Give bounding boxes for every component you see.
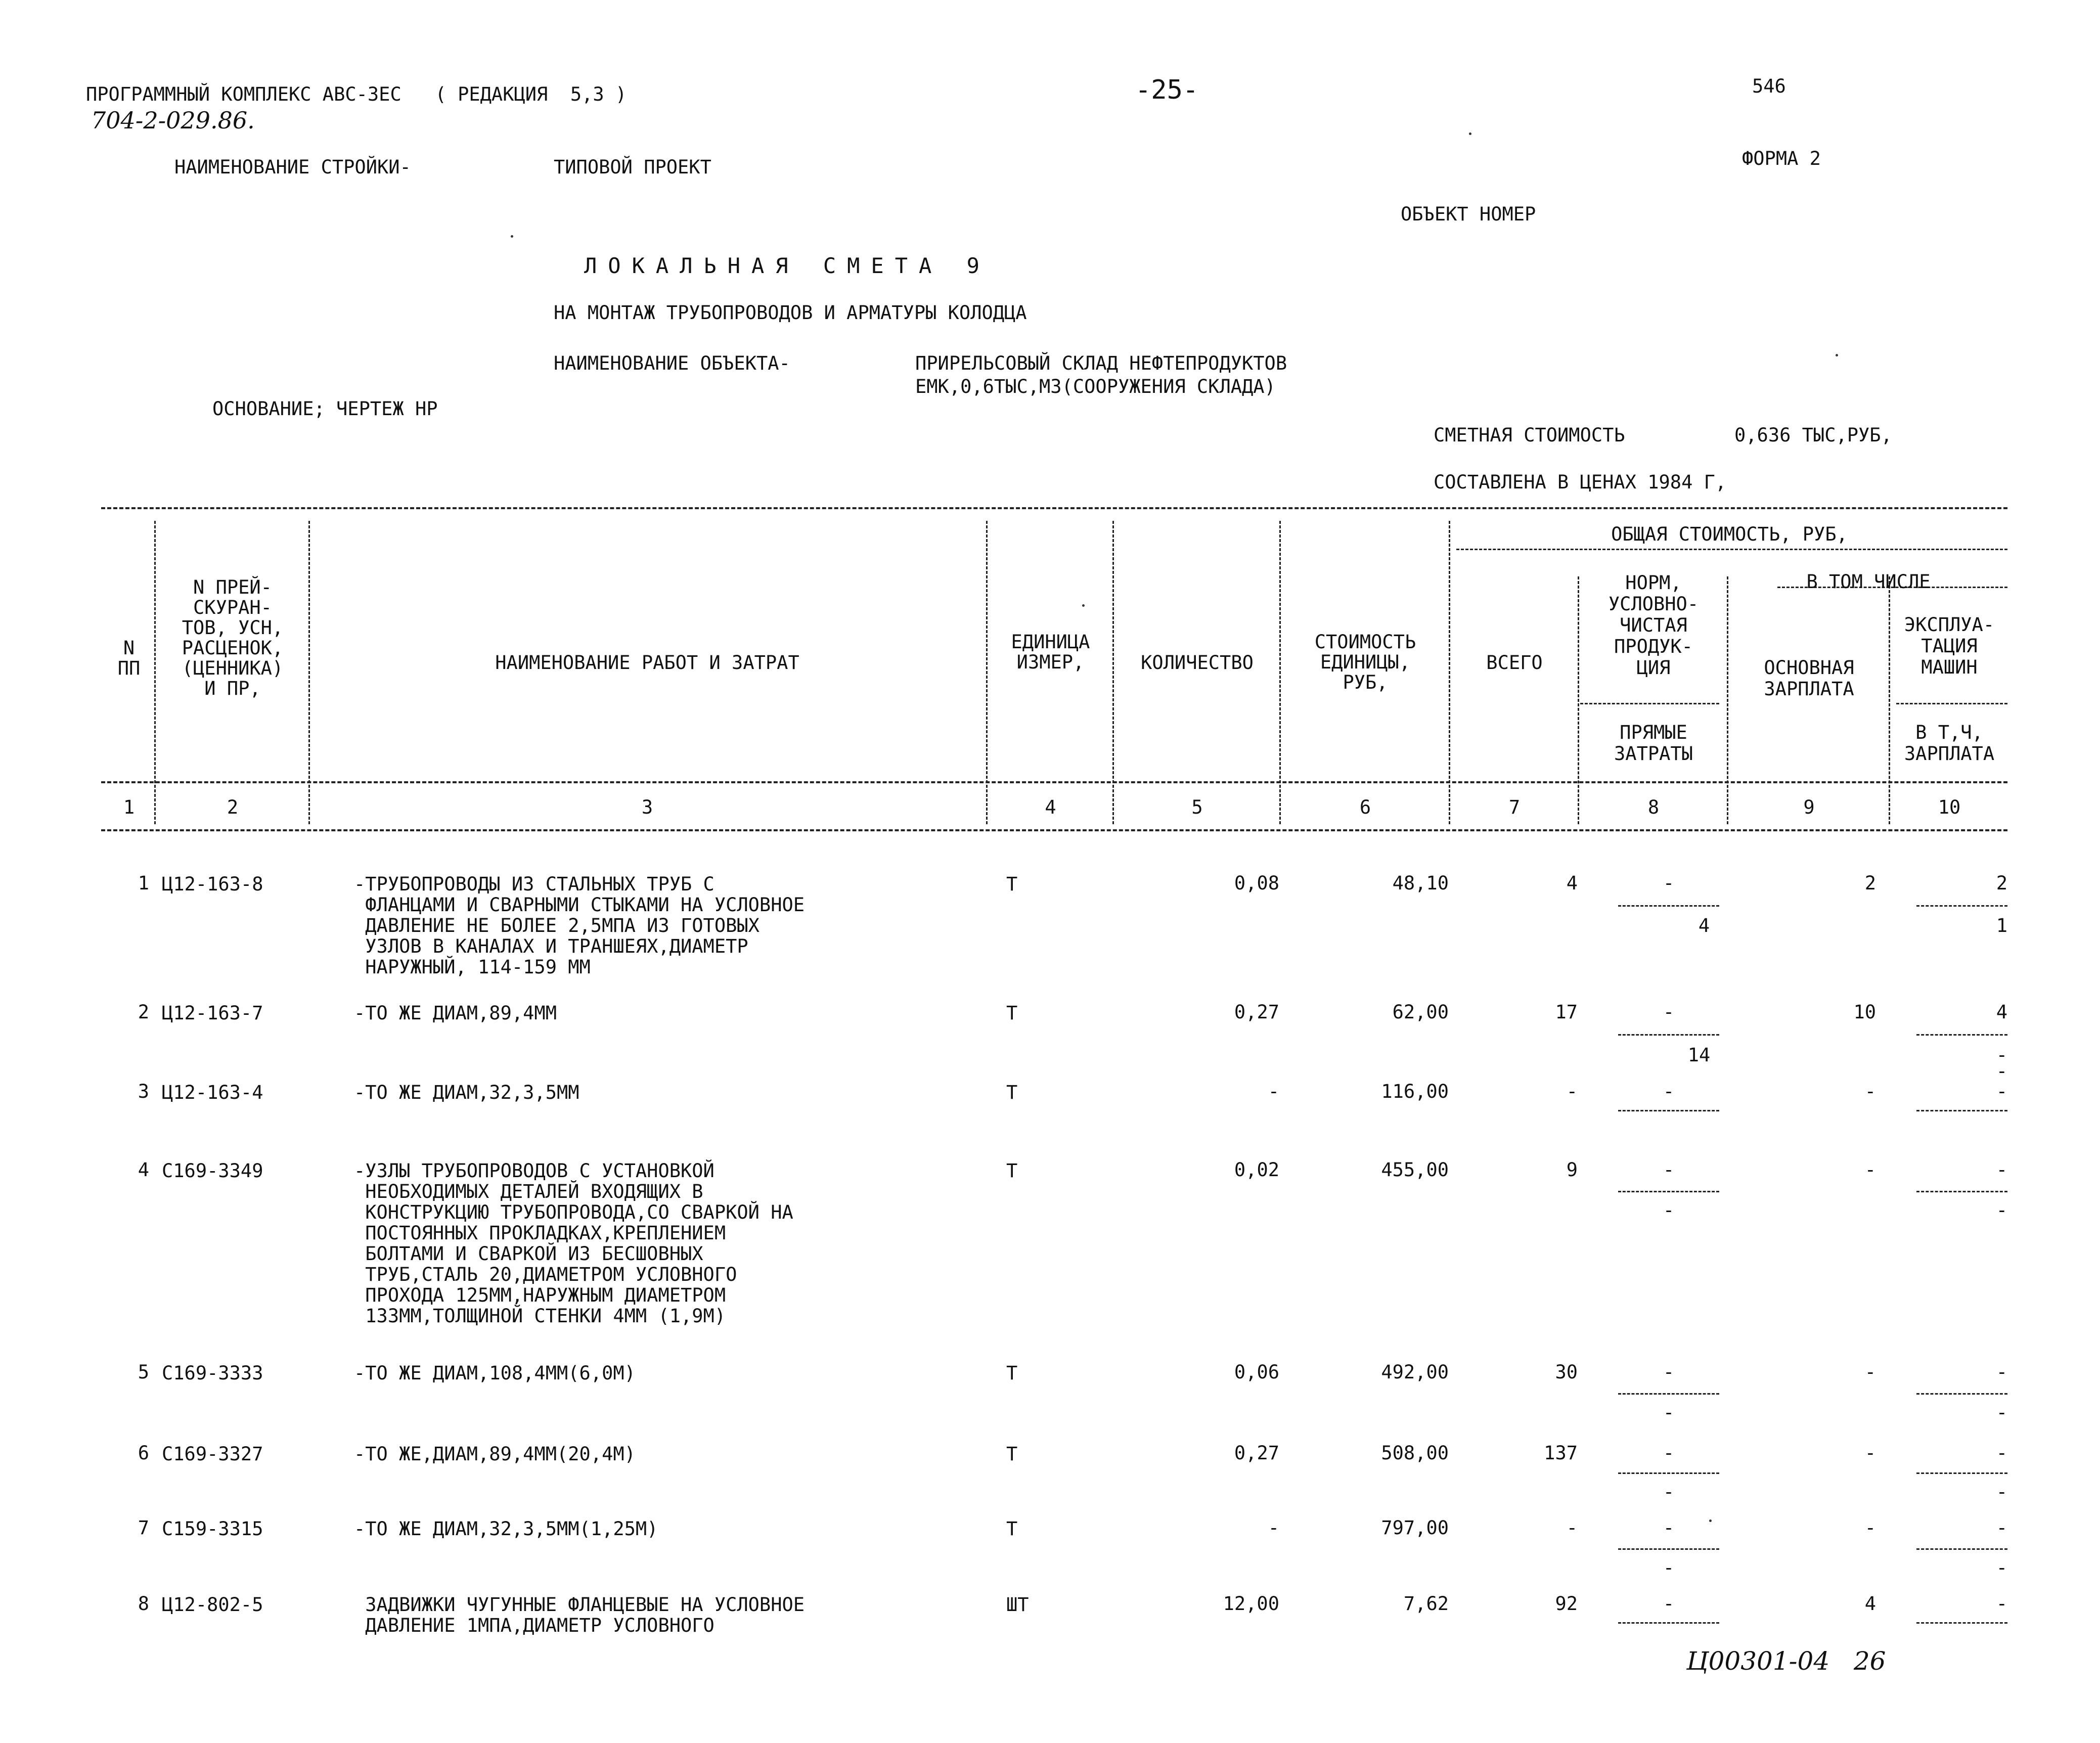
header-bottom-rule xyxy=(101,781,2007,783)
row-c10a: - xyxy=(1996,1593,2007,1615)
row-unit-cost: 455,00 xyxy=(1381,1159,1449,1181)
col-header-base-salary: ОСНОВНАЯ ЗАРПЛАТА xyxy=(1764,657,1854,700)
handwritten-project-code: 704-2-029.86. xyxy=(91,107,255,134)
row-c8a: - xyxy=(1663,1517,1675,1539)
scan-speck xyxy=(511,235,513,238)
row-c8-separator xyxy=(1618,1472,1719,1474)
row-total: 92 xyxy=(1555,1593,1578,1615)
row-c10a: - xyxy=(1996,1159,2007,1181)
scan-speck xyxy=(1836,354,1838,356)
row-c8-separator xyxy=(1618,1548,1719,1550)
row-c8a: - xyxy=(1663,1081,1675,1102)
row-number: 6 xyxy=(138,1442,149,1464)
row-c8a: - xyxy=(1663,1159,1675,1181)
row-c9: - xyxy=(1864,1361,1876,1383)
row-unit-cost: 508,00 xyxy=(1381,1442,1449,1464)
row-unit-cost: 492,00 xyxy=(1381,1361,1449,1383)
row-unit: Т xyxy=(1006,1082,1018,1103)
col-header-total-cost: ОБЩАЯ СТОИМОСТЬ, РУБ, xyxy=(1611,523,1848,545)
row-c9: - xyxy=(1864,1517,1876,1539)
col-header-work-name: НАИМЕНОВАНИЕ РАБОТ И ЗАТРАТ xyxy=(495,652,799,674)
row-c10-separator xyxy=(1916,1622,2007,1624)
row-c10b: - xyxy=(1996,1081,2007,1102)
row-c8b: - xyxy=(1663,1557,1675,1579)
row-name: -ТО ЖЕ ДИАМ,32,3,5ММ(1,25М) xyxy=(354,1518,658,1540)
row-total: 9 xyxy=(1566,1159,1578,1181)
row-c8b: - xyxy=(1663,1481,1675,1503)
row-name: -ТО ЖЕ,ДИАМ,89,4ММ(20,4М) xyxy=(354,1443,636,1465)
row-code: Ц12-163-4 xyxy=(162,1082,263,1103)
object-label: НАИМЕНОВАНИЕ ОБЪЕКТА- xyxy=(554,352,790,374)
col-number-5: 5 xyxy=(1191,796,1203,818)
row-quantity: 12,00 xyxy=(1223,1593,1279,1615)
program-name: ПРОГРАММНЫЙ КОМПЛЕКС АВС-3ЕС ( РЕДАКЦИЯ 5,3 ) xyxy=(86,83,627,105)
row-c10-separator xyxy=(1916,1393,2007,1395)
row-c8a: - xyxy=(1663,1001,1675,1023)
row-code: С159-3315 xyxy=(162,1518,263,1540)
estimated-cost-value: 0,636 ТЫС,РУБ, xyxy=(1734,424,1892,446)
total-cost-rule xyxy=(1456,549,2007,550)
scan-speck xyxy=(1709,1519,1712,1522)
col-number-1: 1 xyxy=(123,796,135,818)
c8-split-rule xyxy=(1580,703,1719,704)
row-number: 1 xyxy=(138,872,149,894)
row-unit: ШТ xyxy=(1006,1594,1029,1616)
row-total: - xyxy=(1566,1517,1578,1539)
row-c8-separator xyxy=(1618,1622,1719,1624)
col-number-3: 3 xyxy=(641,796,653,818)
col-header-machinery: ЭКСПЛУА- ТАЦИЯ МАШИН xyxy=(1904,614,1995,678)
page-number: -25- xyxy=(1135,75,1199,105)
row-name: ЗАДВИЖКИ ЧУГУННЫЕ ФЛАНЦЕВЫЕ НА УСЛОВНОЕ ДАВЛЕНИЕ 1МПА,ДИАМЕТР УСЛОВНОГО xyxy=(365,1594,805,1636)
row-unit: Т xyxy=(1006,873,1018,895)
col-divider-5 xyxy=(1279,521,1281,824)
row-c8-separator xyxy=(1618,905,1719,907)
row-unit: Т xyxy=(1006,1362,1018,1384)
row-unit-cost: 7,62 xyxy=(1403,1593,1449,1615)
row-number: 7 xyxy=(138,1517,149,1539)
row-unit: Т xyxy=(1006,1160,1018,1182)
row-c8-separator xyxy=(1618,1393,1719,1395)
row-unit: Т xyxy=(1006,1518,1018,1540)
row-c10b: - xyxy=(1996,1199,2007,1221)
col-divider-8 xyxy=(1727,576,1728,824)
col-header-unit: ЕДИНИЦА ИЗМЕР, xyxy=(1011,631,1090,673)
document-title: ЛОКАЛЬНАЯ СМЕТА 9 xyxy=(584,253,991,278)
scan-speck xyxy=(1082,604,1085,607)
col-divider-7 xyxy=(1578,576,1579,824)
row-c10a: - xyxy=(1996,1361,2007,1383)
row-c9: - xyxy=(1864,1159,1876,1181)
row-name: -ТО ЖЕ ДИАМ,89,4ММ xyxy=(354,1002,557,1024)
row-c8-separator xyxy=(1618,1110,1719,1111)
row-quantity: 0,02 xyxy=(1234,1159,1279,1181)
row-c10b: - xyxy=(1996,1557,2007,1579)
row-code: Ц12-163-8 xyxy=(162,873,263,895)
row-quantity: 0,27 xyxy=(1234,1442,1279,1464)
row-c9: - xyxy=(1864,1081,1876,1102)
document-subtitle: НА МОНТАЖ ТРУБОПРОВОДОВ И АРМАТУРЫ КОЛОДЦА xyxy=(554,302,1027,324)
row-c8a: - xyxy=(1663,1361,1675,1383)
row-unit: Т xyxy=(1006,1443,1018,1465)
col-divider-2 xyxy=(308,521,310,824)
row-c8b: 14 xyxy=(1687,1044,1711,1066)
row-quantity: - xyxy=(1268,1517,1279,1539)
row-c8-separator xyxy=(1618,1034,1719,1036)
col-number-8: 8 xyxy=(1647,796,1660,818)
row-c8a: - xyxy=(1663,1442,1675,1464)
col-header-norm-product: НОРМ, УСЛОВНО- ЧИСТАЯ ПРОДУК- ЦИЯ xyxy=(1608,572,1699,679)
table-top-rule xyxy=(101,507,2007,509)
col-header-total: ВСЕГО xyxy=(1486,652,1543,674)
col-number-7: 7 xyxy=(1508,796,1521,818)
row-c9: 2 xyxy=(1864,872,1876,894)
row-code: С169-3327 xyxy=(162,1443,263,1465)
col-header-code: N ПРЕЙ- СКУРАН- ТОВ, УСН, РАСЦЕНОК, (ЦЕННИКА) И ПР, xyxy=(182,576,284,699)
c10-split-rule xyxy=(1896,703,2007,704)
row-c10a: - xyxy=(1996,1060,2007,1082)
row-unit-cost: 62,00 xyxy=(1392,1001,1449,1023)
col-number-2: 2 xyxy=(227,796,239,818)
col-header-direct-costs: ПРЯМЫЕ ЗАТРАТЫ xyxy=(1614,722,1693,765)
row-unit-cost: 48,10 xyxy=(1392,872,1449,894)
row-c10b: - xyxy=(1996,1402,2007,1423)
construction-label: НАИМЕНОВАНИЕ СТРОЙКИ- xyxy=(174,156,411,178)
col-number-9: 9 xyxy=(1803,796,1815,818)
row-c8-separator xyxy=(1618,1191,1719,1192)
row-c9: 10 xyxy=(1853,1001,1876,1023)
col-number-6: 6 xyxy=(1359,796,1371,818)
row-c10-separator xyxy=(1916,1034,2007,1036)
row-unit-cost: 116,00 xyxy=(1381,1081,1449,1102)
row-quantity: - xyxy=(1268,1081,1279,1102)
row-total: 17 xyxy=(1555,1001,1578,1023)
row-number: 8 xyxy=(138,1593,149,1615)
row-total: 137 xyxy=(1544,1442,1578,1464)
col-header-quantity: КОЛИЧЕСТВО xyxy=(1141,652,1254,674)
row-c8b: 4 xyxy=(1698,915,1710,936)
row-c8b: - xyxy=(1663,1199,1675,1221)
estimated-cost-label: СМЕТНАЯ СТОИМОСТЬ xyxy=(1434,424,1625,446)
col-number-4: 4 xyxy=(1045,796,1056,818)
col-number-10: 10 xyxy=(1938,796,1961,818)
row-quantity: 0,06 xyxy=(1234,1361,1279,1383)
row-c10a: - xyxy=(1996,1442,2007,1464)
row-total: 4 xyxy=(1566,872,1578,894)
row-code: С169-3333 xyxy=(162,1362,263,1384)
row-c10-separator xyxy=(1916,1472,2007,1474)
col-divider-6 xyxy=(1449,521,1450,824)
row-number: 3 xyxy=(138,1081,149,1102)
row-code: С169-3349 xyxy=(162,1160,263,1182)
construction-value: ТИПОВОЙ ПРОЕКТ xyxy=(554,156,711,178)
row-c10b: - xyxy=(1996,1481,2007,1503)
row-c9: - xyxy=(1864,1442,1876,1464)
row-total: 30 xyxy=(1555,1361,1578,1383)
basis: ОСНОВАНИЕ; ЧЕРТЕЖ НР xyxy=(212,398,438,420)
row-c8a: - xyxy=(1663,872,1675,894)
row-c10a: - xyxy=(1996,1517,2007,1539)
row-c10-separator xyxy=(1916,1548,2007,1550)
row-c10-separator xyxy=(1916,1110,2007,1111)
col-header-incl-salary: В Т,Ч, ЗАРПЛАТА xyxy=(1904,722,1995,765)
row-c10a: 2 xyxy=(1996,872,2007,894)
row-quantity: 0,27 xyxy=(1234,1001,1279,1023)
object-value-line1: ПРИРЕЛЬСОВЫЙ СКЛАД НЕФТЕПРОДУКТОВ xyxy=(915,352,1287,374)
row-unit: Т xyxy=(1006,1002,1018,1024)
object-number-label: ОБЪЕКТ НОМЕР xyxy=(1401,203,1536,225)
scan-speck xyxy=(1469,132,1471,135)
row-c10b: - xyxy=(1996,1044,2007,1066)
row-c10a: 4 xyxy=(1996,1001,2007,1023)
row-name: -ТО ЖЕ ДИАМ,108,4ММ(6,0М) xyxy=(354,1362,636,1384)
object-value-line2: ЕМК,0,6ТЫС,М3(СООРУЖЕНИЯ СКЛАДА) xyxy=(915,376,1276,397)
col-divider-3 xyxy=(986,521,988,824)
col-header-unit-cost: СТОИМОСТЬ ЕДИНИЦЫ, РУБ, xyxy=(1314,631,1416,693)
row-name: -ТО ЖЕ ДИАМ,32,3,5ММ xyxy=(354,1082,579,1103)
row-total: - xyxy=(1566,1081,1578,1102)
price-base-note: СОСТАВЛЕНА В ЦЕНАХ 1984 Г, xyxy=(1434,471,1727,493)
col-divider-9 xyxy=(1889,576,1890,824)
row-c8b: - xyxy=(1663,1402,1675,1423)
col-header-n: N ПП xyxy=(117,637,141,679)
col-divider-1 xyxy=(154,521,156,824)
handwritten-archive-number: Ц00301-04 26 xyxy=(1686,1646,1886,1676)
row-name: -ТРУБОПРОВОДЫ ИЗ СТАЛЬНЫХ ТРУБ С ФЛАНЦАМИ И СВАРНЫМИ СТЫКАМИ НА УСЛОВНОЕ ДАВЛЕНИЕ НЕ БОЛЕЕ 2,5МПА ИЗ ГОТОВЫХ УЗЛОВ В КАНАЛАХ И ТРАНШЕЯХ,ДИАМЕТР НАРУЖНЫЙ, 114-159 ММ xyxy=(354,873,805,978)
row-c9: 4 xyxy=(1864,1593,1876,1615)
row-number: 5 xyxy=(138,1361,149,1383)
form-label: ФОРМА 2 xyxy=(1742,148,1821,169)
row-number: 2 xyxy=(138,1001,149,1023)
sheet-number: 546 xyxy=(1752,75,1786,97)
row-name: -УЗЛЫ ТРУБОПРОВОДОВ С УСТАНОВКОЙ НЕОБХОДИМЫХ ДЕТАЛЕЙ ВХОДЯЩИХ В КОНСТРУКЦИЮ ТРУБОПРОВОДА,СО СВАРКОЙ НА ПОСТОЯННЫХ ПРОКЛАДКАХ,КРЕПЛЕНИЕМ БОЛТАМИ И СВАРКОЙ ИЗ БЕСШОВНЫХ ТРУБ,СТАЛЬ 20,ДИАМЕТРОМ УСЛОВНОГО ПРОХОДА 125ММ,НАРУЖНЫМ ДИАМЕТРОМ 133ММ,ТОЛЩИНОЙ СТЕНКИ 4ММ (1,9М) xyxy=(354,1160,793,1327)
col-divider-4 xyxy=(1112,521,1114,824)
row-number: 4 xyxy=(138,1159,149,1181)
row-quantity: 0,08 xyxy=(1234,872,1279,894)
numbers-bottom-rule xyxy=(101,829,2007,831)
row-c8a: - xyxy=(1663,1593,1675,1615)
row-unit-cost: 797,00 xyxy=(1381,1517,1449,1539)
col-header-including: В ТОМ ЧИСЛЕ xyxy=(1806,571,1931,593)
row-code: Ц12-163-7 xyxy=(162,1002,263,1024)
row-c10b: 1 xyxy=(1996,915,2007,936)
row-c10-separator xyxy=(1916,1191,2007,1192)
row-c10-separator xyxy=(1916,905,2007,907)
row-code: Ц12-802-5 xyxy=(162,1594,263,1616)
